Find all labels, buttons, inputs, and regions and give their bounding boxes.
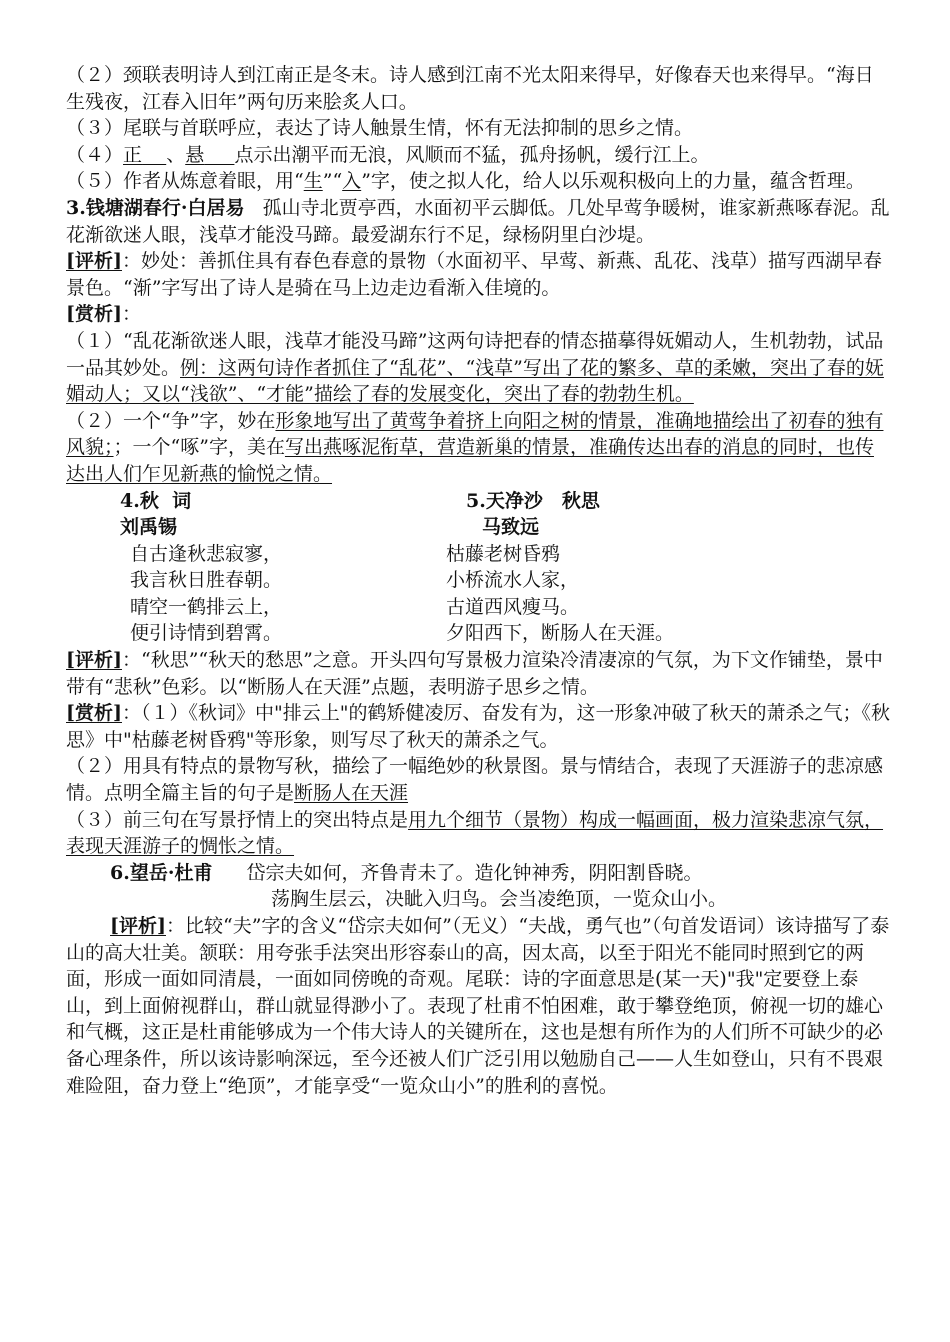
poem4-author: 刘禹锡: [120, 516, 178, 539]
poem3-ping: [66, 248, 892, 301]
poems-4-5: [66, 488, 892, 648]
poems45-shang-text: ：（１）《秋词》中"排云上"的鹤矫健凌厉、奋发有为，这一形象冲破了秋天的萧杀之气；《秋思》中"枯藤老树昏鸦"等形象，则写尽了秋天的萧杀之气。: [66, 702, 890, 751]
blank-zheng-text: 正: [123, 143, 143, 166]
poem5-line: 古道西风瘦马。: [446, 595, 580, 618]
poem3-block: [66, 195, 892, 248]
poem3-q2: [66, 408, 892, 488]
poem3-q2-answer1: 形象地写出了黄莺争着挤上向阳之树的情景，准确地描绘出了初春的独有风貌；: [66, 409, 884, 459]
poem6-ping-text: ：比较“夫”字的含义“岱宗夫如何”（无义）“夫战，勇气也”（句首发语词）该诗描写了泰山的高大壮美。颔联：用夸张手法突出形容泰山的高，因太高，以至于阳光不能同时照到它的两面，形成一面如同清晨，一面如同傍晚的奇观。尾联：诗的字面意思是(某一天)"我"定要登上泰山，到上面俯视群山，群山就显得渺小了。表现了杜甫不怕困难，敢于攀登绝顶，俯视一切的雄心和气概，这正是杜甫能够成为一个伟大诗人的关键所在，这也是想有所作为的人们所不可缺少的必备心理条件，所以该诗影响深远，至今还被人们广泛引用以勉励自己——人生如登山，只有不畏艰难险阻，奋力登上“绝顶”，才能享受“一览众山小”的胜利的喜悦。: [66, 915, 890, 1097]
poem6-verse-2: 荡胸生层云，决眦入归鸟。会当凌绝顶，一览众山小。: [270, 888, 727, 911]
poem4-line: 我言秋日胜春朝。: [130, 569, 283, 592]
poems45-q3: [66, 807, 892, 860]
poem5-line: 小桥流水人家，: [446, 569, 580, 592]
note-2-2: [66, 62, 892, 115]
poem6-title: 6.望岳·杜甫: [110, 861, 213, 884]
poem5-author: 马致远: [482, 516, 540, 539]
blank-ru: 入: [342, 170, 362, 193]
shang-label: [赏析]: [66, 702, 122, 725]
poem4-line: 便引诗情到碧霄。: [130, 622, 283, 645]
poem4: [66, 488, 446, 648]
note-2-5: [66, 168, 892, 195]
poems45-q2-text: （２）用具有特点的景物写秋，描绘了一幅绝妙的秋景图。景与情结合，表现了天涯游子的悲凉感情。点明全篇主旨的句子是: [66, 755, 884, 805]
poem5-line: 枯藤老树昏鸦: [446, 542, 561, 565]
poem3-title: 3.钱塘湖春行·白居易: [66, 196, 245, 219]
poem3-q2-answer2: 写出燕啄泥衔草，营造新巢的情景，准确传达出春的消息的同时，也传达出人们乍见新燕的愉悦之情。: [66, 436, 874, 485]
note-2-5-prefix: （５）作者从炼意着眼，用“: [66, 170, 304, 193]
poem6-line1: [66, 860, 892, 887]
note-2-2-text: （２）颈联表明诗人到江南正是冬末。诗人感到江南不光太阳来得早，好像春天也来得早。“海日生残夜，江春入旧年”两句历来脍炙人口。: [66, 64, 874, 113]
note-2-5-rest: ”字，使之拟人化，给人以乐观积极向上的力量，蕴含哲理。: [361, 170, 865, 193]
poem3-ping-text: ：妙处：善抓住具有春色春意的景物（水面初平、早莺、新燕、乱花、浅草）描写西湖早春景色。“渐”字写出了诗人是骑在马上边走边看渐入佳境的。: [66, 250, 882, 299]
poem5: [446, 488, 892, 648]
poem3-shang: [66, 301, 892, 328]
poems45-ping-text: ：“秋思”“秋天的愁思”之意。开头四句写景极力渲染冷清凄凉的气氛，为下文作铺垫，景中带有“悲秋”色彩。以“断肠人在天涯”点题，表明游子思乡之情。: [66, 649, 883, 698]
blank-sheng: 生: [303, 170, 323, 193]
poems45-q2: [66, 753, 892, 806]
note-2-4-prefix: （４）: [66, 143, 124, 166]
poem3-q2-mid: ；一个“啄”字，美在: [113, 436, 285, 459]
poem3-text: 孤山寺北贾亭西，水面初平云脚低。几处早莺争暖树，谁家新燕啄春泥。乱花渐欲迷人眼，浅草才能没马蹄。最爱湖东行不足，绿杨阴里白沙堤。: [66, 196, 890, 246]
poem3-q2-prefix: （２）一个“争”字，妙在: [66, 409, 276, 432]
poem3-q1-text: （１）“乱花渐欲迷人眼，浅草才能没马蹄”这两句诗把春的情态描摹得妩媚动人，生机勃勃，试品一品其妙处。: [66, 329, 884, 379]
poem6-verse-1: 岱宗夫如何，齐鲁青未了。造化钟神秀，阴阳割昏晓。: [246, 861, 703, 884]
poem5-title: 5.天净沙 秋思: [466, 489, 600, 512]
blank-xuan-text: 悬: [185, 143, 205, 166]
poem3-q1: [66, 328, 892, 408]
ping-label: [评析]: [66, 649, 122, 672]
poems45-q3-answer: 用九个细节（景物）构成一幅画面，极力渲染悲凉气氛，表现天涯游子的惆怅之情。: [66, 808, 884, 858]
note-2-4-sep: 、: [166, 143, 186, 166]
note-2-5-mid: ”“: [322, 170, 343, 193]
poem4-line: 自古逢秋悲寂寥，: [130, 542, 283, 565]
note-2-3: （３）尾联与首联呼应，表达了诗人触景生情，怀有无法抑制的思乡之情。: [66, 117, 694, 140]
poems45-ping: [66, 647, 892, 700]
ping-label: [评析]: [110, 915, 166, 937]
poem5-line: 夕阳西下，断肠人在天涯。: [446, 622, 675, 645]
blank-xuan: [185, 144, 234, 166]
poem6-ping: [66, 913, 892, 1099]
shang-label: [赏析]: [66, 303, 122, 326]
poem3-q1-answer: 例：这两句诗作者抓住了“乱花”、“浅草”写出了花的繁多、草的柔嫩，突出了春的妩媚动人；又以“浅欲”、“才能”描绘了春的发展变化，突出了春的勃勃生机。: [66, 356, 884, 406]
poems45-q3-text: （３）前三句在写景抒情上的突出特点是: [66, 808, 409, 831]
note-2-4: [66, 142, 892, 169]
note-2-4-rest: 点示出潮平而无浪，风顺而不猛，孤舟扬帆，缓行江上。: [234, 143, 710, 166]
shang-colon: ：: [121, 303, 141, 326]
poems45-shang: [66, 700, 892, 753]
ping-label: [评析]: [66, 250, 122, 273]
poem4-title: 4.秋 词: [120, 489, 192, 512]
poem4-line: 晴空一鹤排云上，: [130, 595, 283, 618]
poems45-q2-answer: 断肠人在天涯: [294, 782, 409, 805]
blank-zheng: [123, 144, 166, 166]
